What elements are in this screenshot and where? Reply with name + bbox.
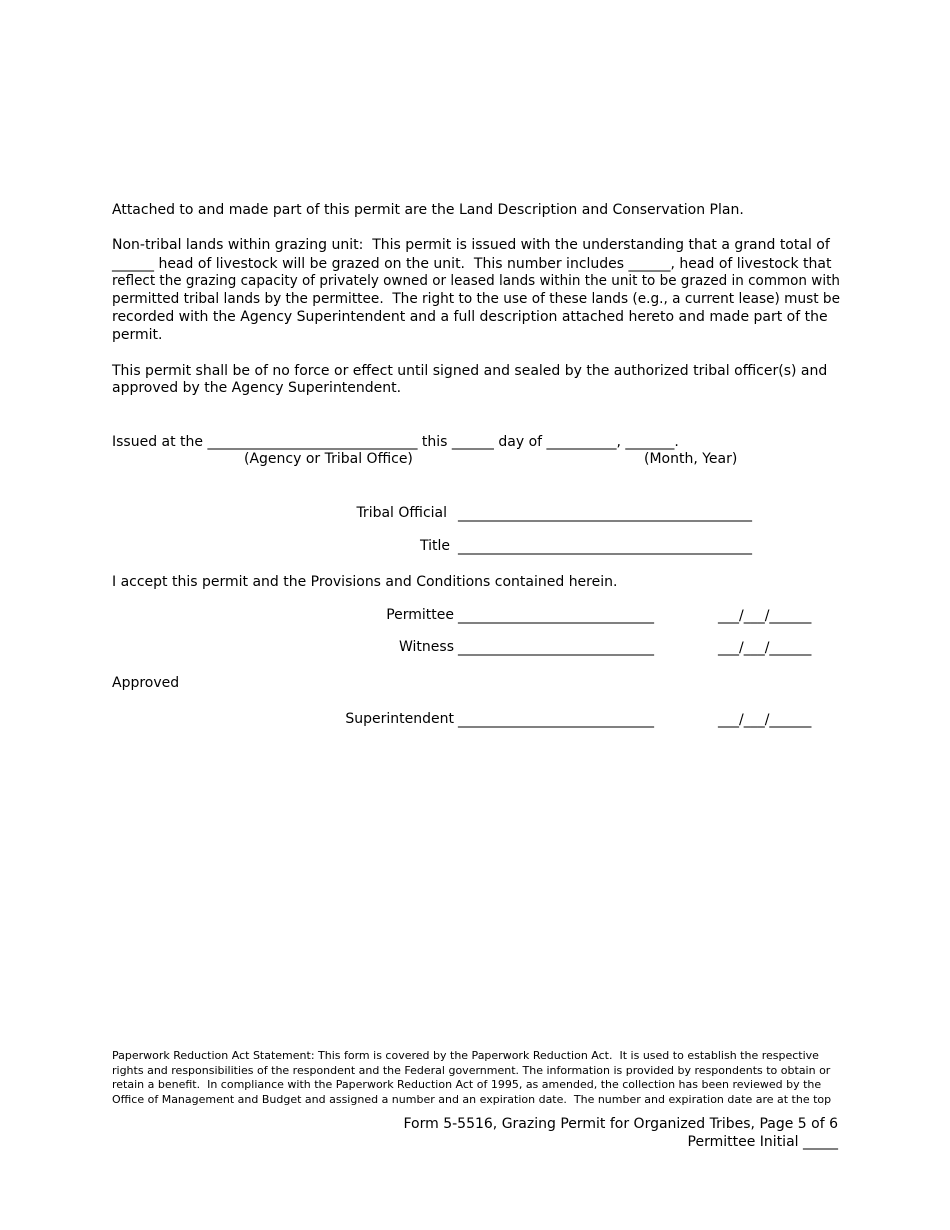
paperwork-statement-line: rights and responsibilities of the respondent and the Federal government. The information is provided by respondents to obtain or (112, 1064, 831, 1077)
force-paragraph-line: This permit shall be of no force or effect until signed and sealed by the authorized tribal officer(s) and (112, 363, 828, 379)
superintendent-signature-line[interactable]: ____________________________ (458, 712, 654, 728)
nontribal-paragraph-line: Non-tribal lands within grazing unit: This permit is issued with the understanding that a grand total of (112, 237, 830, 253)
permittee-signature-line[interactable]: ____________________________ (458, 608, 654, 624)
issued-at-line: Issued at the ______________________________ this ______ day of __________, _______. (112, 434, 679, 450)
paperwork-statement-line: retain a benefit. In compliance with the Paperwork Reduction Act of 1995, as amended, the collection has been reviewed by the (112, 1078, 822, 1091)
title-label: Title (419, 538, 450, 554)
accept-statement: I accept this permit and the Provisions and Conditions contained herein. (112, 574, 618, 590)
nontribal-paragraph-line: reflect the grazing capacity of privately owned or leased lands within the unit to be grazed in common with (112, 273, 840, 289)
date-caption: (Month, Year) (644, 451, 738, 467)
nontribal-paragraph-line: recorded with the Agency Superintendent and a full description attached hereto and made part of the (112, 309, 828, 325)
nontribal-paragraph-line: ______ head of livestock will be grazed on the unit. This number includes ______, head of livestock that (112, 256, 832, 272)
nontribal-paragraph-line: permit. (112, 327, 163, 343)
superintendent-date-line[interactable]: ___/___/______ (718, 712, 812, 728)
paperwork-statement-line: Office of Management and Budget and assigned a number and an expiration date. The number and expiration date are at the top (112, 1093, 832, 1106)
permittee-date-line[interactable]: ___/___/______ (718, 608, 812, 624)
office-caption: (Agency or Tribal Office) (244, 451, 413, 467)
nontribal-paragraph-line: permitted tribal lands by the permittee. The right to the use of these lands (e.g., a current lease) must be (112, 291, 840, 307)
attached-paragraph: Attached to and made part of this permit are the Land Description and Conservation Plan. (112, 202, 744, 218)
superintendent-label: Superintendent (345, 711, 454, 727)
form-number-footer: Form 5-5516, Grazing Permit for Organized Tribes, Page 5 of 6 (403, 1116, 838, 1132)
tribal-official-signature-line[interactable]: __________________________________________ (458, 506, 752, 522)
permittee-initial-footer[interactable]: Permittee Initial _____ (687, 1134, 838, 1150)
witness-label: Witness (399, 639, 454, 655)
approved-label: Approved (112, 675, 180, 691)
witness-signature-line[interactable]: ____________________________ (458, 640, 654, 656)
tribal-official-label: Tribal Official (356, 505, 447, 521)
paperwork-statement-line: Paperwork Reduction Act Statement: This form is covered by the Paperwork Reduction Act. It is used to establish the respective (112, 1049, 819, 1062)
permittee-label: Permittee (386, 607, 454, 623)
witness-date-line[interactable]: ___/___/______ (718, 640, 812, 656)
title-signature-line[interactable]: __________________________________________ (458, 539, 752, 555)
force-paragraph-line: approved by the Agency Superintendent. (112, 380, 402, 396)
